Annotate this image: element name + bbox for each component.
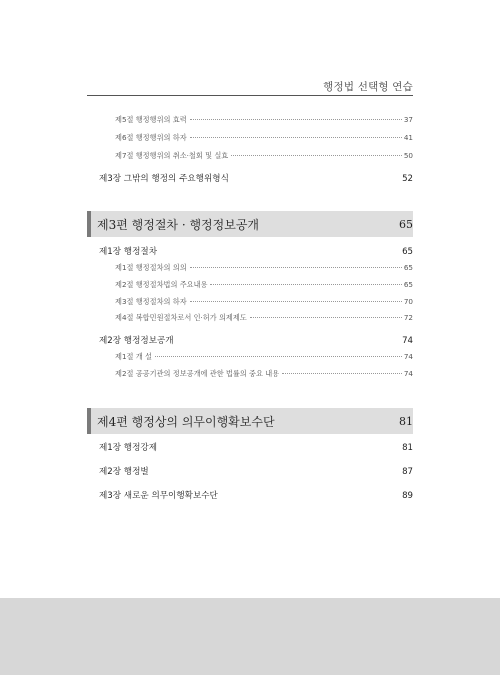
toc-page-number: 74 [402,336,413,346]
dot-leader [250,317,402,318]
toc-section-label: 제7절 행정행위의 취소·철회 및 실효 [115,151,229,160]
toc-section-row[interactable] [87,369,413,379]
dot-leader [231,155,402,156]
toc-chapter-row[interactable] [87,334,413,346]
toc-section-label: 제1절 개 설 [115,352,152,361]
toc-page-number: 81 [399,414,413,428]
toc-page-number: 52 [402,174,413,184]
dot-leader [190,137,402,138]
page-bottom-background [0,598,500,675]
dot-leader [210,284,401,285]
toc-page-number: 41 [403,133,413,142]
toc-section-row[interactable] [87,115,413,125]
toc-section-label: 제1절 행정절차의 의의 [115,263,187,272]
toc-section-label: 제3절 행정절차의 하자 [115,297,187,306]
toc-part-heading[interactable] [87,211,413,237]
toc-chapter-label: 제3장 새로운 의무이행확보수단 [99,491,218,501]
dot-leader [190,119,402,120]
toc-chapter-row[interactable] [87,172,413,184]
toc-page-number: 65 [403,263,413,272]
toc-page-number: 81 [402,443,413,453]
dot-leader [282,373,402,374]
toc-chapter-label: 제2장 행정정보공개 [99,336,174,346]
toc-page-number: 65 [402,247,413,257]
toc-section-label: 제4절 복합민원절차로서 인·허가 의제제도 [115,313,247,322]
toc-page-number: 72 [403,313,413,322]
toc-chapter-label: 제3장 그밖의 행정의 주요행위형식 [99,174,229,184]
toc-section-row[interactable] [87,151,413,161]
toc-chapter-label: 제1장 행정절차 [99,247,158,257]
dot-leader [190,267,402,268]
toc-section-row[interactable] [87,133,413,143]
toc-section-row[interactable] [87,352,413,362]
toc-section-label: 제5절 행정행위의 효력 [115,115,187,124]
toc-section-row[interactable] [87,280,413,290]
toc-page-number: 89 [402,491,413,501]
toc-page-number: 74 [403,369,413,378]
page-header-title: 행정법 선택형 연습 [323,81,413,93]
dot-leader [190,301,402,302]
toc-page-number: 87 [402,467,413,477]
toc-section-row[interactable] [87,263,413,273]
toc-section-label: 제6절 행정행위의 하자 [115,133,187,142]
toc-section-row[interactable] [87,297,413,307]
toc-page-number: 65 [403,280,413,289]
toc-chapter-row[interactable] [87,489,413,501]
toc-chapter-label: 제1장 행정강제 [99,443,158,453]
toc-page-number: 65 [399,217,413,231]
toc-page-number: 74 [403,352,413,361]
toc-chapter-row[interactable] [87,465,413,477]
toc-part-heading[interactable] [87,408,413,434]
toc-chapter-label: 제2장 행정벌 [99,467,149,477]
toc-section-label: 제2절 행정절차법의 주요내용 [115,280,208,289]
toc-section-label: 제2절 공공기관의 정보공개에 관한 법률의 중요 내용 [115,369,280,378]
toc-chapter-row[interactable] [87,441,413,453]
toc-part-title: 제4편 행정상의 의무이행확보수단 [97,414,275,429]
header-rule [87,95,413,96]
toc-page-number: 37 [403,115,413,124]
dot-leader [155,356,402,357]
toc-page-number: 50 [403,151,413,160]
toc-chapter-row[interactable] [87,245,413,257]
toc-section-row[interactable] [87,313,413,323]
toc-part-title: 제3편 행정절차 · 행정정보공개 [97,217,259,232]
toc-page-number: 70 [403,297,413,306]
